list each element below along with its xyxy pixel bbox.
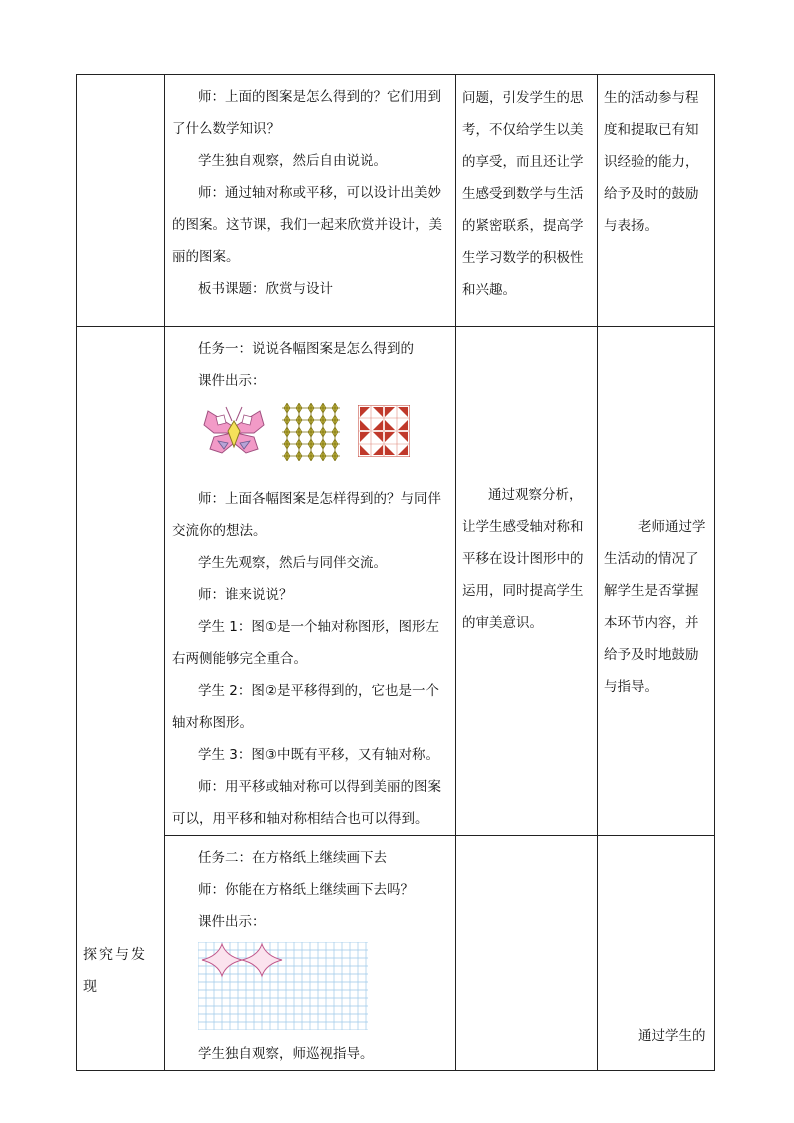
task-two-title: 任务二：在方格纸上继续画下去 bbox=[198, 850, 387, 866]
teacher-intro: 师：通过轴对称或平移，可以设计出美妙的图案。这节课，我们一起来欣赏并设计，美丽的图案。 bbox=[172, 185, 442, 265]
activity-cell bbox=[165, 75, 456, 327]
pattern-figures bbox=[198, 397, 449, 483]
lesson-plan-table bbox=[76, 74, 715, 1071]
eval-cell bbox=[598, 836, 715, 1071]
teacher-ask: 师：你能在方格纸上继续画下去吗？ bbox=[198, 882, 414, 898]
activity-cell bbox=[165, 327, 456, 836]
star-shape bbox=[242, 944, 282, 976]
intent-cell bbox=[456, 75, 598, 327]
board-title: 板书课题：欣赏与设计 bbox=[198, 281, 333, 297]
courseware-show: 课件出示： bbox=[198, 914, 266, 930]
table-row bbox=[77, 327, 715, 836]
student-observe: 学生独自观察，然后自由说说。 bbox=[198, 153, 387, 169]
eval-text: 老师通过学生活动的情况了解学生是否掌握本环节内容，并给予及时地鼓励与指导。 bbox=[604, 519, 706, 695]
student-one-answer: 学生 1：图①是一个轴对称图形，图形左右两侧能够完全重合。 bbox=[172, 619, 439, 667]
intent-text: 通过观察分析，让学生感受轴对称和平移在设计图形中的运用，同时提高学生的审美意识。 bbox=[462, 487, 584, 631]
butterfly-figure bbox=[202, 403, 266, 459]
intent-cell bbox=[456, 327, 598, 836]
tile-pattern-figure bbox=[358, 405, 410, 457]
student-share: 学生先观察，然后与同伴交流。 bbox=[198, 555, 387, 571]
star-shape bbox=[202, 944, 242, 976]
eval-cell bbox=[598, 75, 715, 327]
table-row bbox=[77, 75, 715, 327]
intent-text: 问题，引发学生的思考，不仅给学生以美的享受，而且还让学生感受到数学与生活的紧密联系，提高学生学习数学的积极性和兴趣。 bbox=[462, 90, 584, 298]
grid-paper bbox=[198, 942, 368, 1030]
teacher-ask: 师：上面各幅图案是怎样得到的？与同伴交流你的想法。 bbox=[172, 491, 441, 539]
teacher-summary: 师：用平移或轴对称可以得到美丽的图案可以，用平移和轴对称相结合也可以得到。 bbox=[172, 779, 441, 827]
eval-text: 通过学生的 bbox=[638, 1028, 706, 1044]
section-label: 探究与发现 bbox=[83, 947, 147, 995]
table-row bbox=[77, 836, 715, 1071]
section-cell bbox=[77, 327, 165, 1071]
courseware-show: 课件出示： bbox=[198, 373, 266, 389]
intent-cell-empty bbox=[456, 836, 598, 1071]
student-draw: 学生独自观察，师巡视指导。 bbox=[198, 1046, 374, 1062]
section-cell-empty bbox=[77, 75, 165, 327]
activity-cell bbox=[165, 836, 456, 1071]
task-one-title: 任务一：说说各幅图案是怎么得到的 bbox=[198, 341, 414, 357]
student-two-answer: 学生 2：图②是平移得到的，它也是一个轴对称图形。 bbox=[172, 683, 439, 731]
student-three-answer: 学生 3：图③中既有平移，又有轴对称。 bbox=[198, 747, 439, 763]
eval-text: 生的活动参与程度和提取已有知识经验的能力，给予及时的鼓励与表扬。 bbox=[604, 90, 699, 234]
teacher-question: 师：上面的图案是怎么得到的？它们用到了什么数学知识？ bbox=[172, 89, 441, 137]
lattice-figure bbox=[282, 403, 340, 461]
teacher-who: 师：谁来说说？ bbox=[198, 587, 293, 603]
grid-paper-figure bbox=[198, 938, 449, 1038]
eval-cell bbox=[598, 327, 715, 836]
